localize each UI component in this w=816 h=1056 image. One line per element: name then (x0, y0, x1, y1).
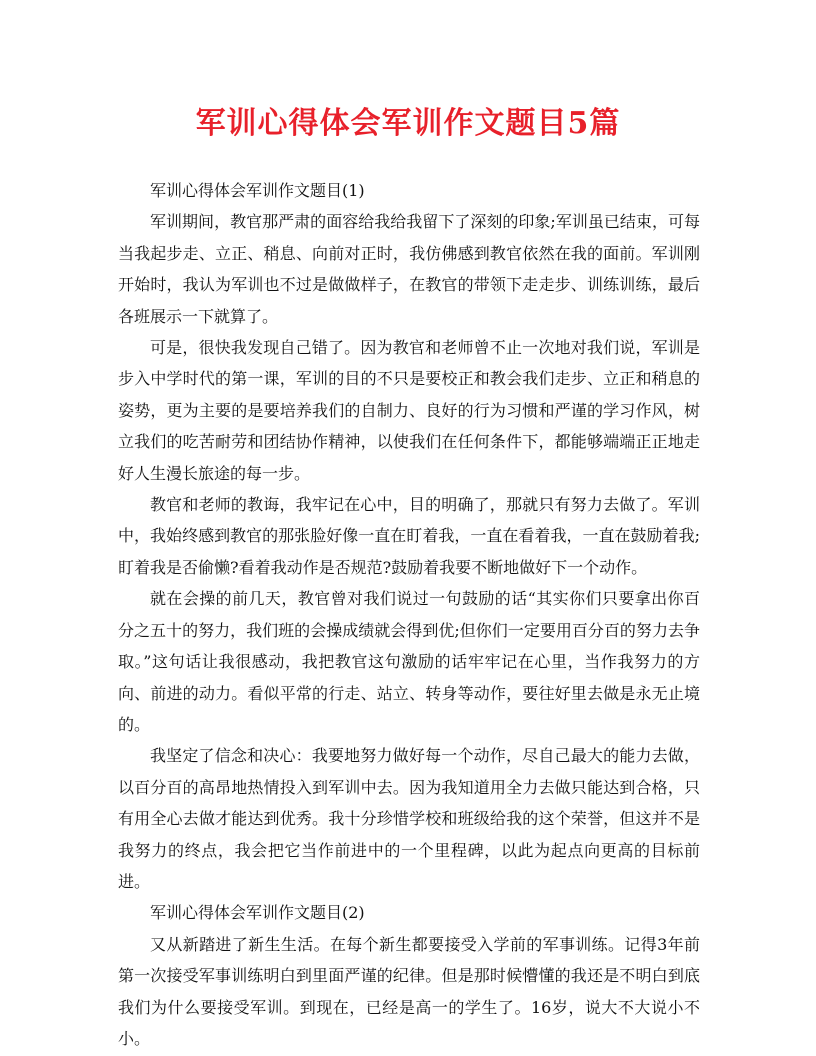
paragraph: 就在会操的前几天，教官曾对我们说过一句鼓励的话“其实你们只要拿出你百分之五十的努力，我们班的会操成绩就会得到优;但你们一定要用百分百的努力去争取。”这句话让我很感动，我把教官这句激励的话牢牢记在心里，当作我努力的方向、前进的动力。看似平常的行走、站立、转身等动作，要往好里去做是永无止境的。 (118, 589, 700, 734)
paragraph: 我坚定了信念和决心：我要地努力做好每一个动作，尽自己最大的能力去做，以百分百的高昂地热情投入到军训中去。因为我知道用全力去做只能达到合格，只有用全心去做才能达到优秀。我十分珍惜学校和班级给我的这个荣誉，但这并不是我努力的终点，我会把它当作前进中的一个里程碑，以此为起点向更高的目标前进。 (118, 746, 700, 891)
paragraph: 可是，很快我发现自己错了。因为教官和老师曾不止一次地对我们说，军训是步入中学时代的第一课，军训的目的不只是要校正和教会我们走步、立正和稍息的姿势，更为主要的是要培养我们的自制力、良好的行为习惯和严谨的学习作风，树立我们的吃苦耐劳和团结协作精神，以使我们在任何条件下，都能够端端正正地走好人生漫长旅途的每一步。 (118, 338, 700, 483)
document-title: 军训心得体会军训作文题目5篇 (195, 106, 621, 141)
paragraph: 又从新踏进了新生生活。在每个新生都要接受入学前的军事训练。记得3年前第一次接受军事训练明白到里面严谨的纪律。但是那时候懵懂的我还是不明白到底我们为什么要接受军训。到现在，已经是高一的学生了。16岁，说大不大说小不小。 (118, 934, 700, 1048)
section-heading-2: 军训心得体会军训作文题目(2) (150, 903, 365, 923)
paragraph: 教官和老师的教诲，我牢记在心中，目的明确了，那就只有努力去做了。军训中，我始终感到教官的那张脸好像一直在盯着我，一直在看着我，一直在鼓励着我;盯着我是否偷懒?看着我动作是否规范?鼓励着我要不断地做好下一个动作。 (118, 495, 700, 577)
document-body (118, 175, 700, 1054)
section-heading-1: 军训心得体会军训作文题目(1) (150, 181, 365, 200)
paragraph: 军训期间，教官那严肃的面容给我给我留下了深刻的印象;军训虽已结束，可每当我起步走、立正、稍息、向前对正时，我仿佛感到教官依然在我的面前。军训刚开始时，我认为军训也不过是做做样子，在教官的带领下走走步、训练训练，最后各班展示一下就算了。 (118, 212, 700, 326)
